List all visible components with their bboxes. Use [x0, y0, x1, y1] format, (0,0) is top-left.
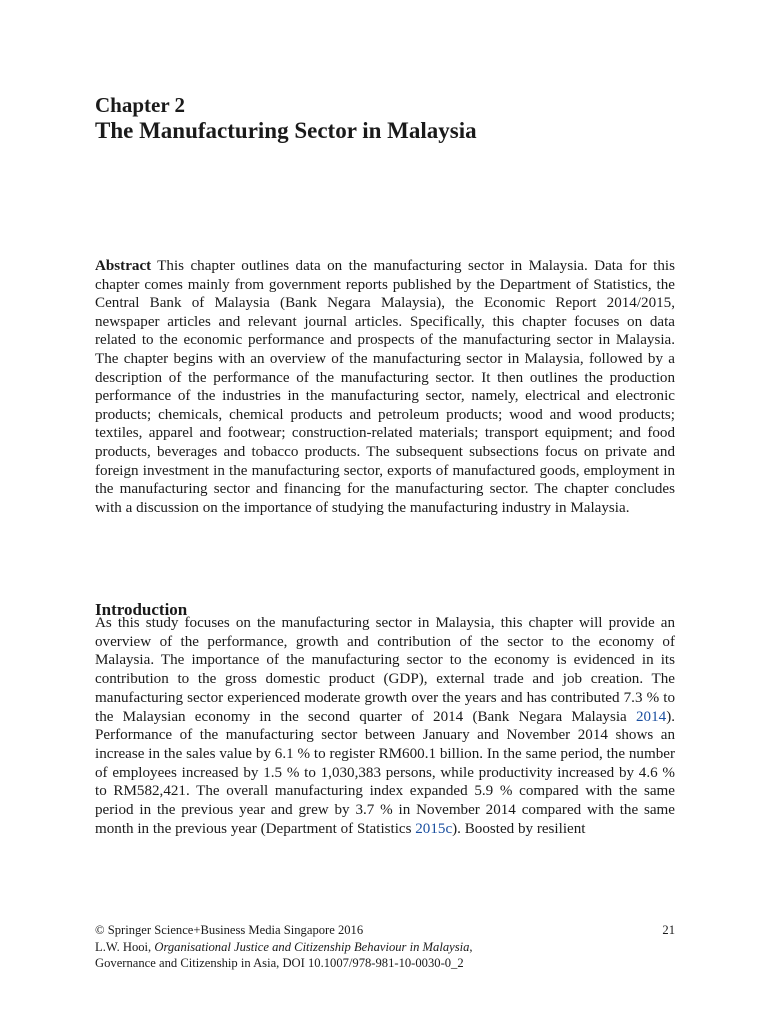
author-prefix: L.W. Hooi, [95, 939, 155, 954]
introduction-body [95, 614, 675, 838]
abstract-label: Abstract [95, 258, 152, 274]
copyright-line: © Springer Science+Business Media Singapore 2016 [95, 923, 364, 937]
citation-link-2014[interactable]: 2014 [636, 708, 667, 725]
abstract [95, 257, 675, 517]
introduction-paragraph [95, 614, 675, 838]
chapter-title: The Manufacturing Sector in Malaysia [95, 118, 477, 143]
book-title: Organisational Justice and Citizenship Behaviour in Malaysia [154, 939, 470, 954]
chapter-label: Chapter 2 [95, 93, 186, 117]
citation-link-2015c[interactable]: 2015c [415, 820, 453, 837]
abstract-text: This chapter outlines data on the manufacturing sector in Malaysia. Data for this chapter comes mainly from government reports published by the Department of Statistics, the Central Bank of Malaysia (Bank Negara Malaysia), the Economic Report 2014/2015, newspaper articles and relevant journal articles. Specifically, this chapter focuses on data related to the economic performance and prospects of the manufacturing sector in Malaysia. The chapter begins with an overview of the manufacturing sector in Malaysia, followed by a description of the performance of the manufacturing sector. It then outlines the production performance of the industries in the manufacturing sector, namely, electrical and electronic products; chemicals, chemical products and petroleum products; wood and wood products; textiles, apparel and footwear; construction-related materials; transport equipment; and food products, beverages and tobacco products. The subsequent subsections focus on private and foreign investment in the manufacturing sector, exports of manufactured goods, employment in the manufacturing sector and financing for the manufacturing sector. The chapter concludes with a discussion on the importance of studying the manufacturing industry in Malaysia. [95, 258, 675, 516]
intro-text-part2: ). Performance of the manufacturing sector between January and November 2014 shows an increase in the sales value by 6.1 % to register RM600.1 billion. In the same period, the number of employees increased by 1.5 % to 1,030,383 persons, while productivity increased by 4.6 % to RM582,421. The overall manufacturing index expanded 5.9 % compared with the same period in the previous year and grew by 3.7 % in November 2014 compared with the same month in the previous year (Department of Statistics [95, 708, 675, 837]
footer [95, 922, 675, 972]
author-line [95, 939, 675, 956]
series-doi-line: Governance and Citizenship in Asia, DOI 10.1007/978-981-10-0030-0_2 [95, 956, 464, 970]
intro-text-part1: As this study focuses on the manufacturing sector in Malaysia, this chapter will provide an overview of the performance, growth and contribution of the sector to the economy of Malaysia. The importance of the manufacturing sector to the economy is evidenced in its contribution to the gross domestic product (GDP), external trade and job creation. The manufacturing sector experienced moderate growth over the years and has contributed 7.3 % to the Malaysian economy in the second quarter of 2014 (Bank Negara Malaysia [95, 615, 675, 725]
intro-text-part3: ). Boosted by resilient [452, 820, 586, 837]
author-suffix: , [469, 939, 473, 954]
introduction-heading: Introduction [95, 600, 188, 619]
page-number: 21 [662, 923, 675, 937]
